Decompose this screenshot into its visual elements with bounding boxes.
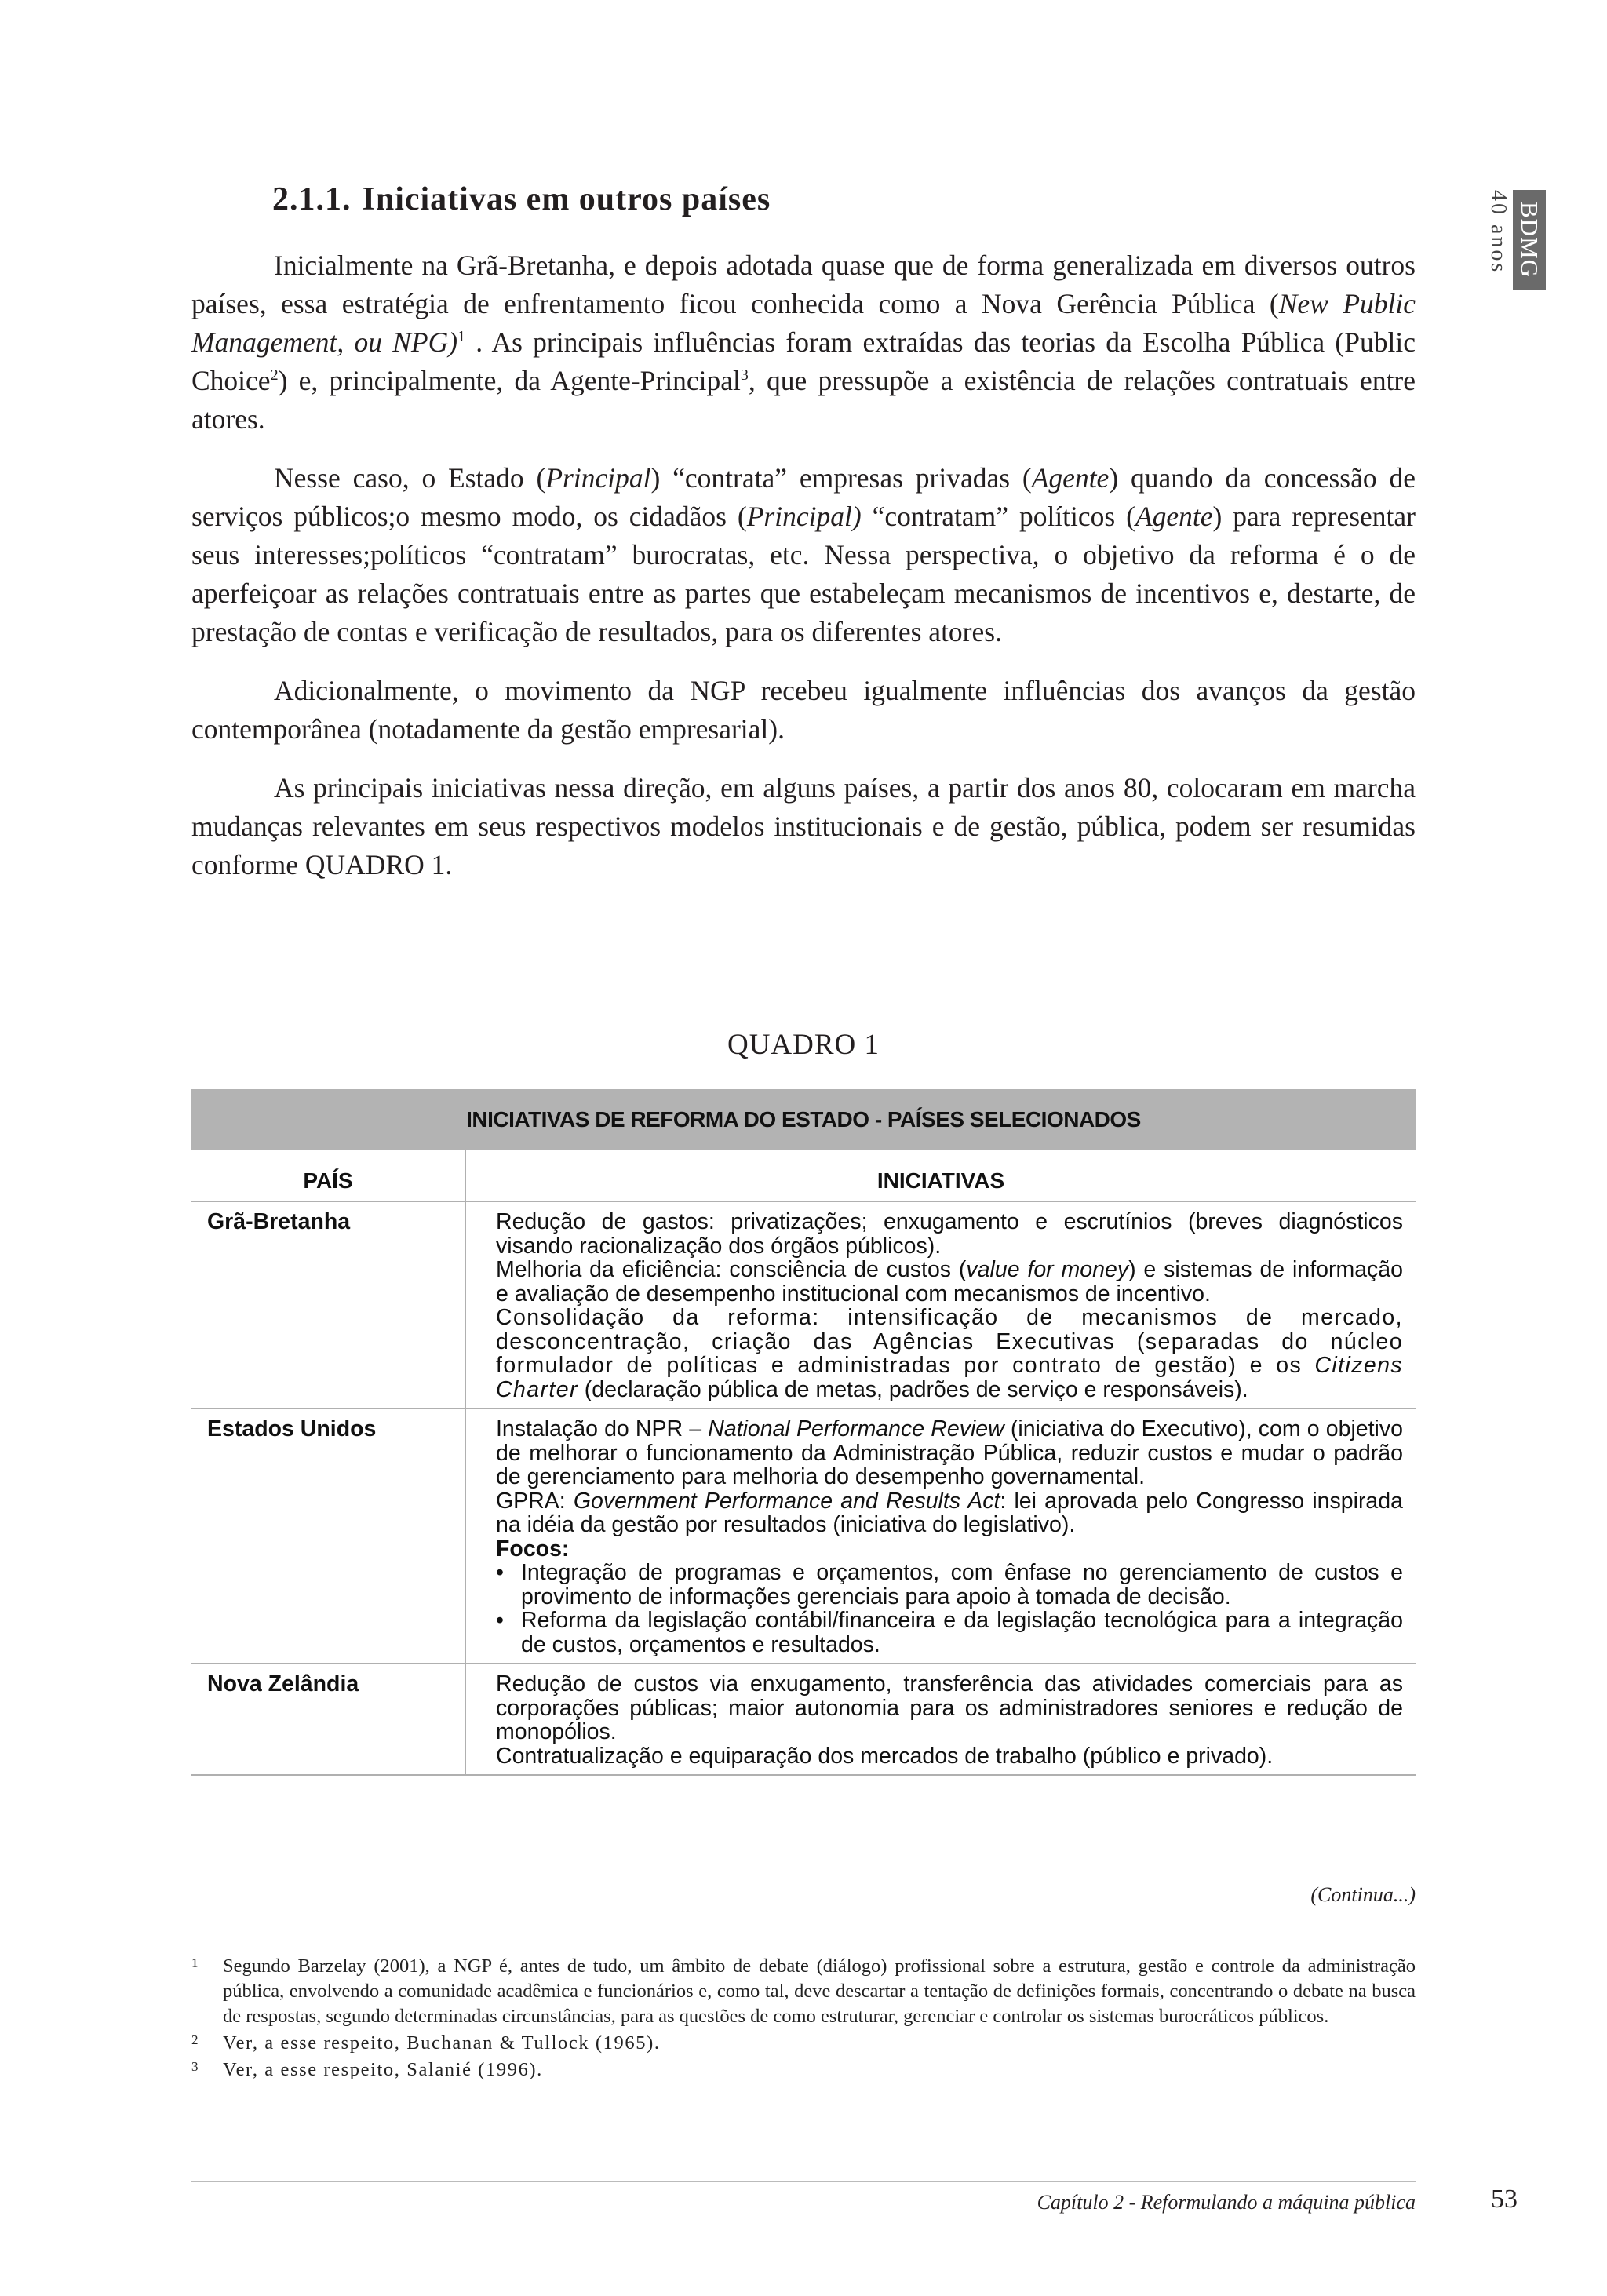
footnote-1-number: 1 <box>191 1955 199 1970</box>
us-l1a: Instalação do NPR – <box>496 1416 709 1441</box>
table-row <box>191 1202 1416 1409</box>
us-l2a: GPRA: <box>496 1488 574 1514</box>
paragraph-3: Adicionalmente, o movimento da NGP recebeu igualmente influências dos avanços da gestão contemporânea (notadamente da gestão empresarial). <box>191 675 1416 745</box>
column-headers <box>191 1150 1416 1202</box>
p1-italic: New Public Management, ou NPG) <box>191 288 1416 358</box>
p2-italic-3: Principal) <box>746 501 862 532</box>
gb-l2a: Melhoria da eficiência: consciência de custos ( <box>496 1257 967 1282</box>
row-country-us: Estados Unidos <box>191 1409 466 1663</box>
footnotes <box>191 1954 1416 2084</box>
footnote-1 <box>191 1954 1416 2029</box>
p2-italic-4: Agente <box>1135 501 1213 532</box>
p1-text-b: . As principais influências foram extraídas das teorias da Escolha Pública (Public Choice <box>191 326 1416 396</box>
section-title: Iniciativas em outros países <box>362 181 771 217</box>
quadro-title: QUADRO 1 <box>727 1029 880 1061</box>
page-number: 53 <box>1491 2185 1518 2214</box>
p2-text-c: ) quando da concessão de serviços públicos;o mesmo modo, os cidadãos ( <box>191 462 1416 532</box>
footnote-ref-3[interactable]: 3 <box>740 366 749 384</box>
footnote-2-number: 2 <box>191 2032 200 2047</box>
table-header: INICIATIVAS DE REFORMA DO ESTADO - PAÍSES SELECIONADOS <box>191 1089 1416 1150</box>
gb-line-1: Redução de gastos: privatizações; enxugamento e escrutínios (breves diagnósticos visando racionalização dos órgãos públicos). <box>496 1209 1403 1259</box>
section-number: 2.1.1. <box>272 181 352 217</box>
side-badge <box>1486 190 1546 290</box>
us-l2b: : lei aprovada pelo Congresso inspirada na idéia da gestão por resultados (iniciativa do legislativo). <box>496 1488 1403 1537</box>
gb-l2i: value for money <box>966 1257 1129 1282</box>
us-bullet-1 <box>496 1561 1403 1609</box>
us-line-1 <box>496 1417 1403 1489</box>
p2-italic-2: Agente <box>1031 462 1110 494</box>
table-row <box>191 1409 1416 1664</box>
col-header-initiatives: INICIATIVAS <box>876 1168 1005 1193</box>
paragraph-2 <box>191 459 1416 651</box>
us-l1b: (iniciativa do Executivo), com o objetivo de melhorar o funcionamento da Administração Pública, reduzir custos e mudar o padrão de gerenciamento para melhoria do desempenho governamental. <box>496 1416 1403 1489</box>
page-body <box>191 180 1416 905</box>
p2-text-b: ) “contrata” empresas privadas ( <box>650 462 1032 494</box>
footnote-2 <box>191 2031 1416 2056</box>
us-l1i: National Performance Review <box>708 1416 1004 1441</box>
p2-text-d: “contratam” políticos ( <box>861 501 1135 532</box>
us-bullet-2 <box>496 1609 1403 1656</box>
gb-line-3 <box>496 1306 1403 1401</box>
footnote-ref-1[interactable]: 1 <box>457 328 466 346</box>
col-header-country: PAÍS <box>191 1150 466 1201</box>
section-heading <box>272 180 1416 218</box>
bullet-icon: • <box>496 1608 504 1633</box>
row-initiatives-gb <box>466 1202 1416 1408</box>
continua-note: (Continua...) <box>1310 1883 1416 1906</box>
p1-text-d: , que pressupõe a existência de relações contratuais entre atores. <box>191 365 1416 435</box>
p2-text-e: ) para representar seus interesses;políticos “contratam” burocratas, etc. Nessa perspectiva, o objetivo da reforma é o de aperfeiçoar as relações contratuais entre as partes que estabeleçam mecanismos de incentivos e, destarte, de prestação de contas e verificação de resultados, para os diferentes atores. <box>191 501 1416 647</box>
gb-l3b: (declaração pública de metas, padrões de serviço e responsáveis). <box>578 1376 1248 1402</box>
footnote-2-text: Ver, a esse respeito, Buchanan & Tullock (1965). <box>223 2032 661 2054</box>
footnote-3-text: Ver, a esse respeito, Salanié (1996). <box>223 2059 543 2080</box>
us-bullet-2-text: Reforma da legislação contábil/financeira e da legislação tecnológica para a integração de custos, orçamentos e resultados. <box>521 1608 1403 1657</box>
gb-l2b: ) e sistemas de informação e avaliação de desempenho institucional com mecanismos de incentivo. <box>496 1257 1404 1307</box>
p2-italic-1: Principal <box>545 462 651 494</box>
gb-l3a: Consolidação da reforma: intensificação de mecanismos de mercado, desconcentração, criação das Agências Executivas (separadas do núcleo formulador de políticas e administradas por contrato de gestão) e os <box>496 1305 1403 1378</box>
row-initiatives-nz <box>466 1664 1416 1774</box>
p2-text-a: Nesse caso, o Estado ( <box>274 462 546 494</box>
footer-divider <box>191 2181 1416 2182</box>
us-line-2 <box>496 1489 1403 1537</box>
table-row <box>191 1664 1416 1776</box>
quadro-table <box>191 1089 1416 1776</box>
badge-years: 40 anos <box>1486 190 1510 275</box>
us-l2i: Government Performance and Results Act <box>573 1488 1000 1514</box>
row-country-nz: Nova Zelândia <box>191 1664 466 1774</box>
us-bullet-1-text: Integração de programas e orçamentos, com ênfase no gerenciamento de custos e provimento de informações gerenciais para apoio à tomada de decisão. <box>521 1560 1403 1609</box>
row-initiatives-us <box>466 1409 1416 1663</box>
gb-line-2 <box>496 1258 1403 1306</box>
row-country-gb: Grã-Bretanha <box>191 1202 466 1408</box>
footnote-3 <box>191 2057 1416 2083</box>
p1-text-a: Inicialmente na Grã-Bretanha, e depois adotada quase que de forma generalizada em diversos outros países, essa estratégia de enfrentamento ficou conhecida como a Nova Gerência Pública ( <box>191 250 1416 319</box>
gb-l3i: Citizens Charter <box>496 1353 1403 1402</box>
running-footer: Capítulo 2 - Reformulando a máquina pública <box>1037 2191 1416 2214</box>
paragraph-1 <box>191 246 1416 439</box>
nz-line-2: Contratualização e equiparação dos mercados de trabalho (público e privado). <box>496 1743 1274 1769</box>
footnote-ref-2[interactable]: 2 <box>270 366 279 384</box>
footnote-3-number: 3 <box>191 2059 200 2074</box>
bullet-icon: • <box>496 1560 504 1585</box>
nz-line-1: Redução de custos via enxugamento, transferência das atividades comerciais para as corporações públicas; maior autonomia para os administradores seniores e redução de monopólios. <box>496 1671 1403 1744</box>
footnote-1-text: Segundo Barzelay (2001), a NGP é, antes de tudo, um âmbito de debate (diálogo) profissional sobre a estrutura, gestão e controle da administração pública, envolvendo a comunidade acadêmica e funcionários e, como tal, deve descartar a tentação de definições formais, concentrando o debate na busca de respostas, segundo determinadas circunstâncias, para as questões de como estruturar, gerenciar e controlar os sistemas burocráticos públicos. <box>223 1955 1416 2027</box>
p1-text-c: ) e, principalmente, da Agente-Principal <box>278 365 741 396</box>
badge-org: BDMG <box>1513 190 1546 290</box>
us-focos-label: Focos: <box>496 1536 570 1562</box>
paragraph-4: As principais iniciativas nessa direção, em alguns países, a partir dos anos 80, colocaram em marcha mudanças relevantes em seus respectivos modelos institucionais e de gestão, pública, podem ser resumidas conforme QUADRO 1. <box>191 772 1416 880</box>
